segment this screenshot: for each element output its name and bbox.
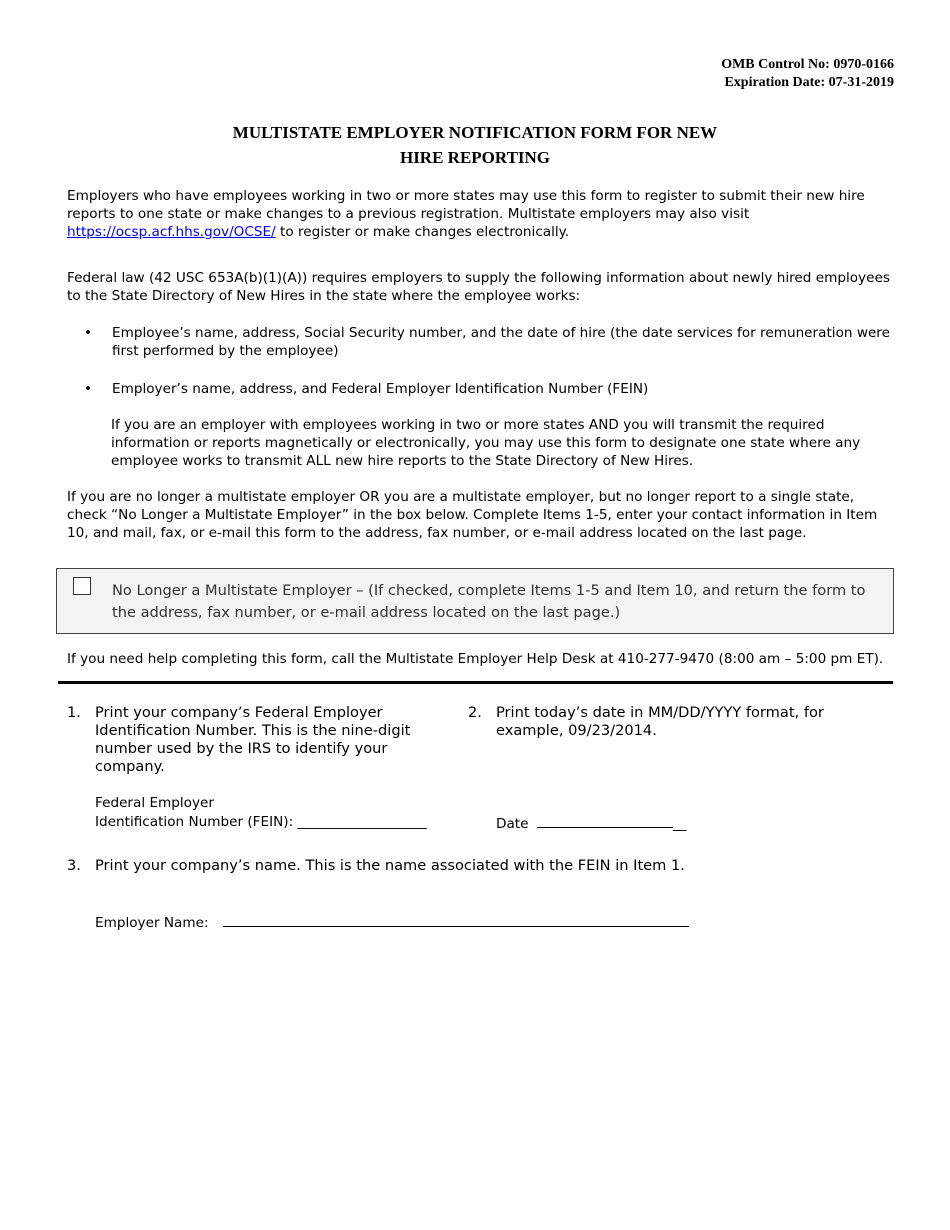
date-field	[496, 813, 856, 834]
no-longer-multistate-checkbox[interactable]	[73, 577, 91, 595]
date-label: Date	[496, 816, 529, 832]
form-title	[150, 120, 800, 170]
item-2	[468, 704, 868, 834]
intro-text-2: to register or make changes electronically.	[275, 224, 570, 240]
federal-law-paragraph: Federal law (42 USC 653A(b)(1)(A)) requires employers to supply the following information about newly hired employees to the State Directory of New Hires in the state where the employee works:	[67, 270, 890, 304]
ocse-link[interactable]: https://ocsp.acf.hhs.gov/OCSE/	[67, 224, 276, 240]
intro-paragraph	[67, 187, 897, 241]
omb-block	[721, 56, 894, 92]
omb-control-number: OMB Control No: 0970-0166	[721, 57, 894, 72]
bullet-dot: •	[84, 325, 93, 341]
item-3-number: 3.	[67, 857, 81, 874]
bullet-dot: •	[84, 381, 93, 397]
item-2-number: 2.	[468, 704, 482, 721]
item-3	[67, 857, 887, 937]
bullet-employee-info	[84, 324, 894, 364]
expiration-date: Expiration Date: 07-31-2019	[724, 75, 894, 90]
date-input[interactable]	[537, 813, 673, 828]
fein-label-line1: Federal Employer	[95, 795, 214, 811]
item-2-text: Print today’s date in MM/DD/YYYY format, for example, 09/23/2014.	[496, 704, 824, 739]
bullet-note: If you are an employer with employees working in two or more states AND you will transmit the required information or reports magnetically or electronically, you may use this form to designate one state where any employee works to transmit ALL new hire reports to the State Directory of New Hires.	[111, 417, 861, 469]
form-title-line2: HIRE REPORTING	[399, 148, 551, 167]
employer-name-input[interactable]	[223, 912, 689, 927]
bullet-employer-info	[84, 380, 894, 400]
fein-input[interactable]: ___________________	[297, 814, 427, 830]
bullet-text: Employer’s name, address, and Federal Employer Identification Number (FEIN)	[112, 381, 649, 397]
employer-name-label: Employer Name:	[95, 915, 209, 931]
item-3-text: Print your company’s name. This is the name associated with the FEIN in Item 1.	[95, 857, 685, 874]
no-longer-multistate-label: No Longer a Multistate Employer – (If checked, complete Items 1-5 and Item 10, and return the form to the address, fax number, or e-mail address located on the last page.)	[112, 582, 866, 621]
form-title-line1: MULTISTATE EMPLOYER NOTIFICATION FORM FOR NEW	[232, 123, 718, 142]
section-divider	[58, 681, 893, 684]
employer-name-field	[95, 912, 795, 933]
bullet-text: Employee’s name, address, Social Security number, and the date of hire (the date services for remuneration were first performed by the employee)	[112, 325, 890, 359]
item-1	[67, 704, 447, 834]
item-1-text: Print your company’s Federal Employer Identification Number. This is the nine-digit number used by the IRS to identify your company.	[95, 704, 411, 775]
no-longer-multistate-box	[56, 568, 894, 634]
no-longer-paragraph: If you are no longer a multistate employer OR you are a multistate employer, but no longer report to a single state, check “No Longer a Multistate Employer” in the box below. Complete Items 1-5, enter your contact information in Item 10, and mail, fax, or e-mail this form to the address, fax number, or e-mail address located on the last page.	[67, 489, 878, 541]
fein-label-line2: Identification Number (FEIN):	[95, 814, 294, 830]
item-1-number: 1.	[67, 704, 81, 721]
intro-text-1: Employers who have employees working in two or more states may use this form to register to submit their new hire reports to one state or make changes to a previous registration. Multistate employers may also visit	[67, 188, 865, 222]
date-tail: __	[672, 816, 687, 832]
help-desk-text: If you need help completing this form, call the Multistate Employer Help Desk at 410-277-9470 (8:00 am – 5:00 pm ET).	[67, 651, 884, 667]
fein-field	[95, 794, 455, 832]
